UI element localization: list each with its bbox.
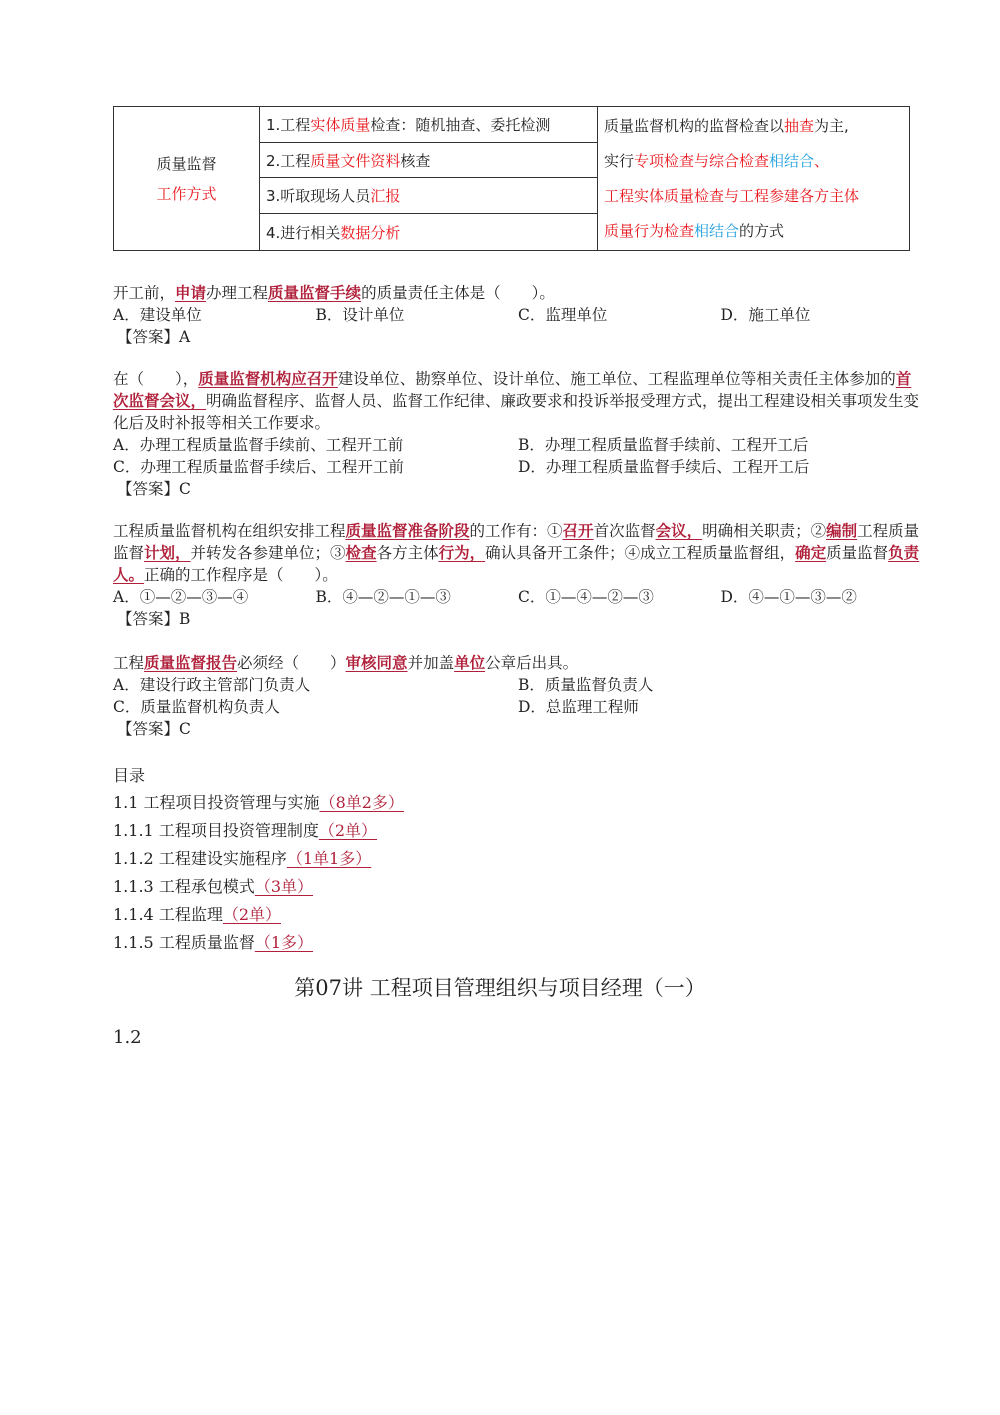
right-l1b: 抽查 [784, 116, 815, 135]
right-l2a: 实行 [604, 151, 635, 170]
toc-title: 目录 [113, 766, 146, 785]
right-line3: 工程实体质量检查与工程参建各方主体 [604, 186, 860, 205]
toc-item[interactable] [113, 849, 404, 877]
q3-s5: 首次监督 [593, 522, 656, 540]
toc-num: 1.1 [113, 793, 139, 812]
q3-s10: 计划， [144, 543, 191, 562]
toc-link[interactable]: （8单2多） [319, 793, 404, 812]
table-row-3 [260, 178, 598, 214]
toc-link[interactable]: （1多） [254, 933, 314, 952]
right-l1a: 质量监督机构的监督检查以 [604, 116, 785, 135]
row2-c: 核查 [400, 151, 431, 170]
row2-b: 质量文件资料 [310, 151, 401, 170]
q3-s1: 工程质量监督机构在组织安排工程 [113, 522, 346, 540]
q4-s5: 并加盖 [407, 654, 455, 672]
q2-s3: 建设单位、勘察单位、设计单位、施工单位、工程监理单位等相关责任主体参加的 [337, 370, 896, 388]
option-c: C．①—④—②—③ [518, 588, 654, 606]
toc-item[interactable] [113, 793, 404, 821]
toc-num: 1.1.4 [113, 905, 154, 924]
toc-text: 工程监理 [158, 905, 223, 924]
toc-num: 1.1.3 [113, 877, 154, 896]
toc-link[interactable]: （3单） [254, 877, 314, 896]
q3-s2: 质量监督准备阶段 [345, 521, 470, 540]
question-4 [113, 652, 923, 740]
option-b: B．设计单位 [315, 306, 405, 324]
question-4-stem [113, 652, 923, 674]
option-d: D．④—①—③—② [720, 588, 857, 606]
right-line1 [604, 109, 909, 144]
question-4-answer: 【答案】C [117, 720, 191, 738]
q3-s4: 召开 [562, 521, 594, 540]
q2-s2: 质量监督机构应召开 [198, 369, 338, 388]
row2-a: 2.工程 [266, 151, 311, 170]
section-heading: 1.2 [113, 1027, 142, 1048]
toc-link[interactable]: （1单1多） [286, 849, 372, 868]
option-c: C．监理单位 [518, 306, 608, 324]
right-line2 [604, 144, 909, 179]
q3-s3: 的工作有：① [469, 522, 563, 540]
q4-s7: 公章后出具。 [485, 654, 579, 672]
right-l2c: 相结合 [769, 151, 815, 170]
table-left-cell [114, 107, 260, 251]
row4-a: 4.进行相关 [266, 223, 341, 242]
option-a: A．建设单位 [113, 306, 202, 324]
question-4-options-row2 [113, 696, 923, 718]
question-2-answer: 【答案】C [117, 480, 191, 498]
table-left-line1: 质量监督 [156, 154, 217, 173]
option-b: B．办理工程质量监督手续前、工程开工后 [518, 436, 809, 454]
toc-item[interactable] [113, 905, 404, 933]
toc-num: 1.1.5 [113, 933, 154, 952]
q3-s16: 确定 [795, 543, 827, 562]
question-1-stem [113, 282, 923, 304]
option-d: D．办理工程质量监督手续后、工程开工后 [518, 458, 810, 476]
question-2-options-row1 [113, 434, 923, 456]
q3-s7: 明确相关职责；② [702, 522, 827, 540]
toc-item[interactable] [113, 877, 404, 905]
option-b: B．质量监督负责人 [518, 676, 654, 694]
q2-s1: 在（ ）， [113, 370, 199, 388]
table-row-1 [260, 107, 598, 143]
toc-item[interactable] [113, 821, 404, 849]
right-l2d: 、 [814, 151, 830, 170]
row1-b: 实体质量 [310, 116, 371, 134]
question-3-answer: 【答案】B [117, 610, 191, 628]
q4-s6: 单位 [454, 653, 486, 672]
option-d: D．总监理工程师 [518, 698, 639, 716]
q3-s18: 负责人。 [113, 543, 920, 584]
question-1-options [113, 304, 923, 326]
option-a: A．①—②—③—④ [113, 588, 249, 606]
table-row-4 [260, 214, 598, 251]
question-1 [113, 282, 923, 348]
option-a: A．办理工程质量监督手续前、工程开工前 [113, 436, 404, 454]
toc-text: 工程项目投资管理制度 [158, 821, 319, 840]
row4-b: 数据分析 [340, 223, 401, 242]
right-l4b: 相结合 [694, 221, 740, 240]
row3-b: 汇报 [370, 187, 401, 205]
q4-s2: 质量监督报告 [144, 653, 238, 672]
lecture-title: 第07讲 工程项目管理组织与项目经理（一） [294, 976, 706, 1000]
q2-s5: 明确监督程序、监督人员、监督工作纪律、廉政要求和投诉举报受理方式，提出工程建设相关事项发生变化后及时补报等相关工作要求。 [113, 392, 920, 432]
question-2 [113, 368, 923, 500]
q3-s6: 会议， [655, 521, 703, 540]
toc-text: 工程建设实施程序 [158, 849, 287, 868]
quality-supervision-table [113, 106, 910, 251]
option-b: B．④—②—①—③ [315, 588, 451, 606]
q3-s11: 并转发各参建单位；③ [190, 544, 346, 562]
q3-s13: 各方主体 [376, 544, 439, 562]
row1-a: 1.工程 [266, 116, 311, 134]
q1-s4: 质量监督手续 [268, 283, 362, 302]
question-3-options [113, 586, 923, 608]
q1-s3: 办理工程 [206, 284, 269, 302]
toc-text: 工程承包模式 [158, 877, 255, 896]
q1-s2: 申请 [175, 283, 207, 302]
q4-s3: 必须经（ ） [237, 654, 346, 672]
question-2-stem [113, 368, 923, 434]
question-3-stem [113, 520, 923, 586]
right-l4c: 的方式 [739, 221, 785, 240]
question-4-options-row1 [113, 674, 923, 696]
q3-s12: 检查 [345, 543, 377, 562]
q3-s19: 正确的工作程序是（ ）。 [144, 566, 338, 584]
question-2-options-row2 [113, 456, 923, 478]
option-d: D．施工单位 [720, 306, 811, 324]
toc-text: 工程项目投资管理与实施 [143, 793, 320, 812]
toc-text: 工程质量监督 [158, 933, 255, 952]
right-l4a: 质量行为检查 [604, 221, 695, 240]
q4-s1: 工程 [113, 654, 145, 672]
right-line4 [604, 214, 909, 249]
right-l2b: 专项检查与综合检查 [634, 151, 770, 170]
table-row-2 [260, 143, 598, 178]
q4-s4: 审核同意 [345, 653, 408, 672]
q2-s4: 首次监督会议， [113, 369, 912, 410]
option-a: A．建设行政主管部门负责人 [113, 676, 311, 694]
q1-s5: 的质量责任主体是（ ）。 [361, 284, 555, 302]
q3-s9: 工程质量监督 [113, 522, 920, 562]
question-1-answer: 【答案】A [117, 328, 191, 346]
table-right-cell [598, 107, 910, 251]
table-of-contents [113, 793, 404, 961]
option-c: C．质量监督机构负责人 [113, 698, 280, 716]
question-3 [113, 520, 923, 630]
toc-link[interactable]: （2单） [222, 905, 282, 924]
table-left-line2: 工作方式 [156, 184, 217, 203]
q3-s15: 确认具备开工条件；④成立工程质量监督组， [485, 544, 796, 562]
toc-item[interactable] [113, 933, 404, 961]
option-c: C．办理工程质量监督手续后、工程开工前 [113, 458, 404, 476]
toc-link[interactable]: （2单） [318, 821, 378, 840]
right-l1c: 为主, [814, 116, 849, 135]
toc-num: 1.1.2 [113, 849, 154, 868]
toc-num: 1.1.1 [113, 821, 154, 840]
row3-a: 3.听取现场人员 [266, 187, 371, 205]
row1-c: 检查：随机抽查、委托检测 [370, 116, 551, 134]
q3-s17: 质量监督 [826, 544, 889, 562]
q1-s1: 开工前， [113, 284, 176, 302]
q3-s8: 编制 [826, 521, 858, 540]
q3-s14: 行为， [438, 543, 486, 562]
